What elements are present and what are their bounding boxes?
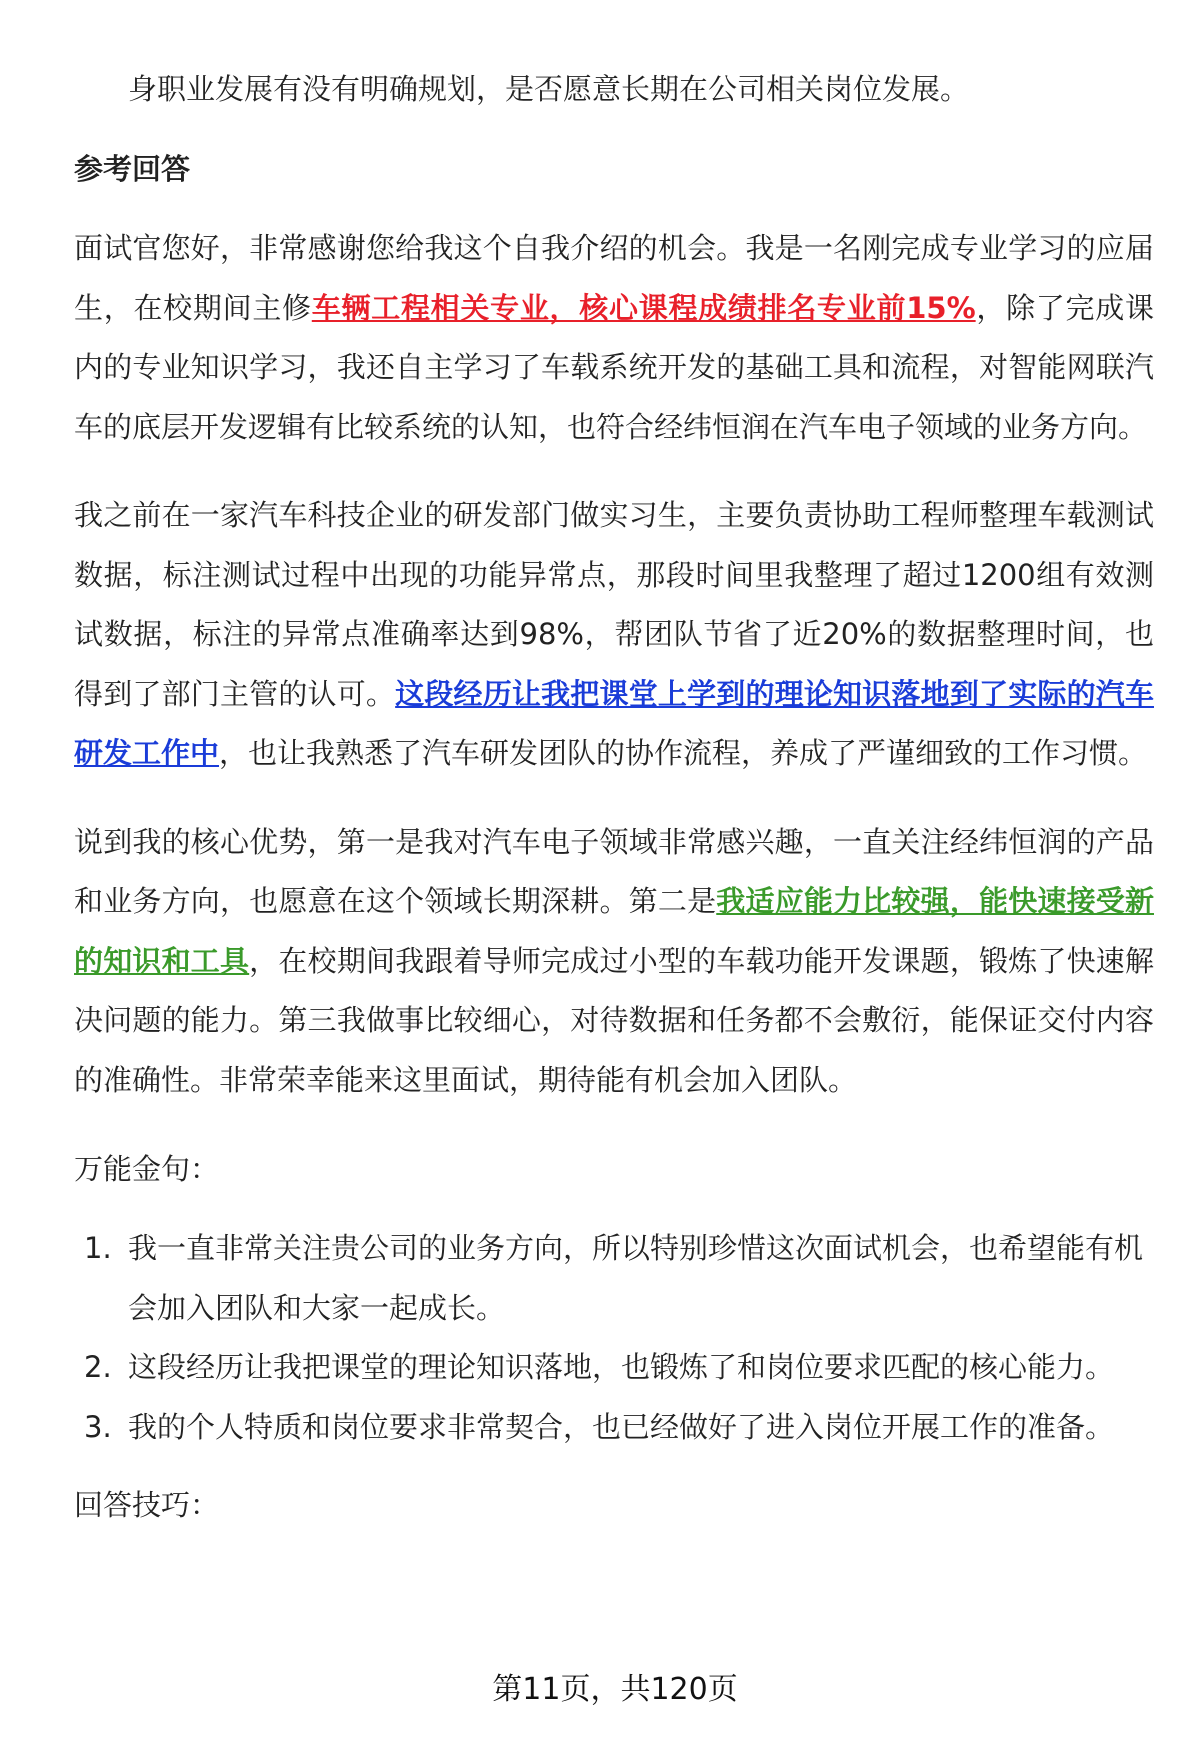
paragraph-text: 我之前在一家汽车科技企业的研发部门做实习生，主要负责协助工程师整理车载测试数据，标注测试过程中出现的功能异常点，那段时间里我整理了超过1200组有效测试数据，标注的异常点准确率达到98%，帮团队节省了近20%的数据整理时间，也得到了部门主管的认可。 <box>74 498 1154 711</box>
answer-tips-label: 回答技巧： <box>74 1488 220 1522</box>
list-item <box>74 1398 1154 1458</box>
list-item-text: 这段经历让我把课堂的理论知识落地，也锻炼了和岗位要求匹配的核心能力。 <box>128 1350 1115 1384</box>
page-number: 第11页，共120页 <box>492 1672 738 1707</box>
answer-paragraph-2 <box>74 486 1154 784</box>
red-highlight: 车辆工程相关专业，核心课程成绩排名专业前15% <box>311 290 976 325</box>
blue-highlight: 这段经历让我把课堂上学到的理论知识落地到了实际的汽车研发工作中 <box>74 676 1154 770</box>
section-heading: 参考回答 <box>74 152 191 186</box>
list-number: 1. <box>84 1231 112 1265</box>
list-item <box>74 1219 1154 1338</box>
golden-sentences-label: 万能金句： <box>74 1152 220 1186</box>
answer-paragraph-1 <box>74 219 1154 457</box>
green-highlight: 我适应能力比较强，能快速接受新的知识和工具 <box>74 884 1154 978</box>
list-item-text: 我的个人特质和岗位要求非常契合，也已经做好了进入岗位开展工作的准备。 <box>128 1409 1115 1444</box>
list-item <box>74 1338 1154 1398</box>
golden-sentences-list <box>74 1219 1154 1457</box>
answer-paragraph-3 <box>74 813 1154 1111</box>
list-number: 2. <box>84 1350 112 1384</box>
continued-line: 身职业发展有没有明确规划，是否愿意长期在公司相关岗位发展。 <box>128 72 970 106</box>
paragraph-text: ，除了完成课内的专业知识学习，我还自主学习了车载系统开发的基础工具和流程，对智能网联汽车的底层开发逻辑有比较系统的认知，也符合经纬恒润在汽车电子领域的业务方向。 <box>74 290 1154 444</box>
paragraph-text: 说到我的核心优势，第一是我对汽车电子领域非常感兴趣，一直关注经纬恒润的产品和业务方向，也愿意在这个领域长期深耕。第二是 <box>74 824 1154 918</box>
list-item-text: 我一直非常关注贵公司的业务方向，所以特别珍惜这次面试机会，也希望能有机会加入团队和大家一起成长。 <box>128 1231 1144 1325</box>
paragraph-text: ，在校期间我跟着导师完成过小型的车载功能开发课题，锻炼了快速解决问题的能力。第三我做事比较细心，对待数据和任务都不会敷衍，能保证交付内容的准确性。非常荣幸能来这里面试，期待能有机会加入团队。 <box>74 943 1154 1097</box>
paragraph-text: 面试官您好，非常感谢您给我这个自我介绍的机会。我是一名刚完成专业学习的应届生，在校期间主修 <box>74 231 1154 325</box>
page-content <box>74 60 1154 1535</box>
list-number: 3. <box>84 1409 112 1444</box>
paragraph-text: ，也让我熟悉了汽车研发团队的协作流程，养成了严谨细致的工作习惯。 <box>219 736 1148 770</box>
